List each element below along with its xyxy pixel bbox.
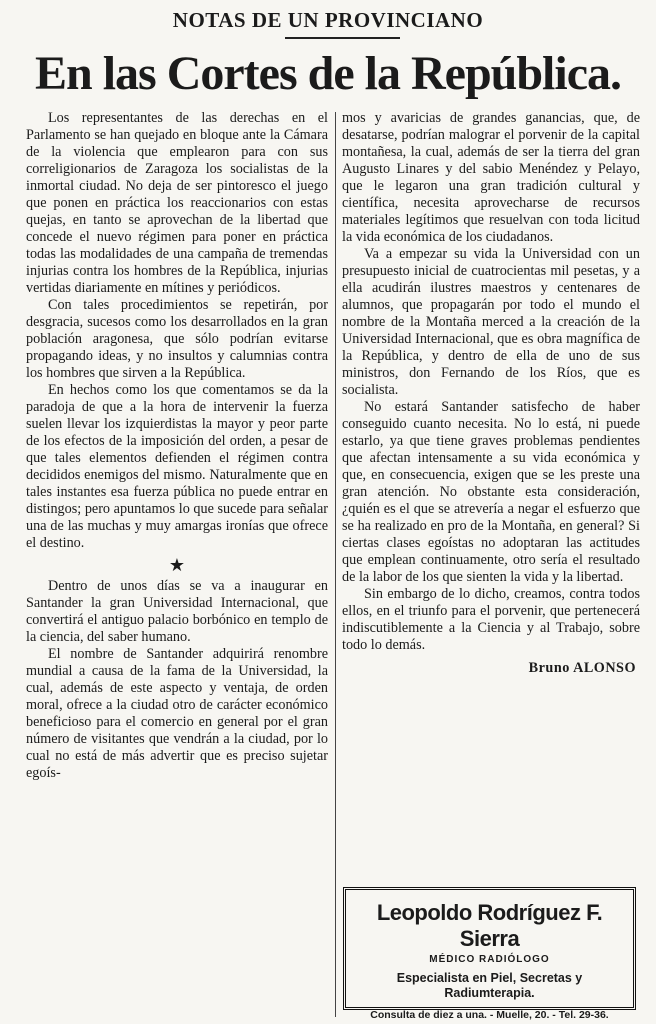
advertisement-box [343, 887, 636, 1021]
paragraph: Sin embargo de lo dicho, creamos, contra todos ellos, en el triunfo para el porvenir, que pertenecerá indiscutiblemente a la Ciencia y al Trabajo, sobre todo lo demás. [342, 586, 640, 653]
paragraph: Va a empezar su vida la Universidad con un presupuesto inicial de cuatrocientas mil pesetas, y a ella acudirán ilustres maestros y centenares de alumnos, que propagarán por todo el mundo el nombre de la Montaña merced a la creación de la Universidad Internacional, que es obra magnífica de la República, y dentro de ella de uno de sus ministros, don Fernando de los Ríos, que es socialista. [342, 246, 640, 398]
star-separator: ★ [168, 555, 186, 575]
kicker-rule [285, 37, 400, 39]
paragraph: El nombre de Santander adquirirá renombre mundial a causa de la fama de la Universidad, la cual, además de este aspecto y ventaja, de orden moral, ofrece a la ciudad otro de carácter económico beneficioso para el comercio en general por el gran número de visitantes que vendrán a la ciudad, por lo cual no está de más advertir que es preciso sujetar egoís- [26, 646, 328, 781]
paragraph: En hechos como los que comentamos se da la paradoja de que a la hora de intervenir la fuerza suelen llevar los izquierdistas la mayor y peor parte de los efectos de la imposición del orden, a pesar de que tales elementos defienden el régimen contra decididos enemigos del mismo. Naturalmente que en tales instantes esa fuerza pública no puede entrar en distingos; pero apuntamos lo que sucede para señalar una de las muchas y muy amargas ironías que ofrece el destino. [26, 382, 328, 551]
paragraph: No estará Santander satisfecho de haber conseguido cuanto necesita. No lo está, ni puede estarlo, ya que tiene graves problemas pendientes que afectan intensamente a su vida económica y que, en consecuencia, exigen que se les preste una gran atención. No obstante esta consideración, ¿quién es el que se atrevería a negar el esfuerzo que se ha realizado en pro de la Montaña, en general? Si ciertas clases egoístas no adoptaran las actitudes que emplean continuamente, otro sería el resultado de la labor de los que sienten la vida y la libertad. [342, 399, 640, 585]
ad-address: Consulta de diez a una. - Muelle, 20. - Tel. 29-36. [370, 1009, 609, 1021]
headline: En las Cortes de la República. [34, 47, 622, 100]
column-left [26, 110, 328, 1020]
ad-doctor-name: Leopoldo Rodríguez F. Sierra [376, 900, 603, 951]
paragraph: Dentro de unos días se va a inaugurar en Santander la gran Universidad Internacional, que convertirá el antiguo palacio borbónico en templo de la ciencia, del saber humano. [26, 578, 328, 645]
column-right [342, 110, 640, 870]
section-kicker: NOTAS DE UN PROVINCIANO [172, 8, 484, 32]
column-divider [335, 112, 336, 1017]
paragraph: mos y avaricias de grandes ganancias, que, de desatarse, podrían malograr el porvenir de la capital montañesa, la cual, además de ser la tierra del gran Augusto Linares y del sabio Menéndez y Pelayo, que le legaron una gran tradición cultural y científica, necesita aprovecharse de recursos materiales legítimos que resuelvan con toda licitud la vida económica de los ciudadanos. [342, 110, 640, 245]
paragraph: Con tales procedimientos se repetirán, por desgracia, sucesos como los desarrollados en la gran población aragonesa, que sólo podrían evitarse propagando ideas, y no insultos y calumnias contra los hombres que sirven a la República. [26, 297, 328, 381]
ad-specialty: Especialista en Piel, Secretas y Radiumterapia. [396, 971, 583, 1000]
ad-role: MÉDICO RADIÓLOGO [429, 954, 550, 965]
paragraph: Los representantes de las derechas en el Parlamento se han quejado en bloque ante la Cámara de la violencia que emplearon para con sus correligionarios de Zaragoza los socialistas de la inmortal ciudad. No deja de ser pintoresco el juego que ponen en práctica los reaccionarios con estas quejas, en tanto se aprovechan de la libertad que concede el nuevo régimen para poner en práctica todas las modalidades de una campaña de tremendas injurias contra los hombres de la República, injurias vertidas diariamente en mítines y periódicos. [26, 110, 328, 296]
author-signature: Bruno ALONSO [528, 660, 636, 676]
